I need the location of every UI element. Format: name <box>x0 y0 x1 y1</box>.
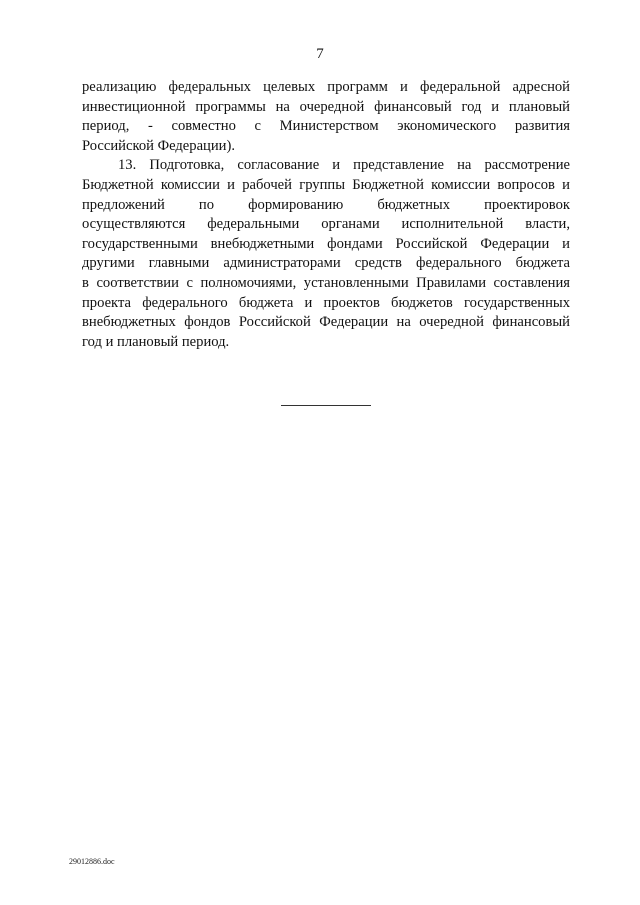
text-line: другими главными администраторами средств федерального бюджета <box>82 255 570 272</box>
text-line: Бюджетной комиссии и рабочей группы Бюджетной комиссии вопросов и <box>82 176 570 193</box>
footer-file-name: 29012886.doc <box>69 857 115 866</box>
end-divider <box>281 405 371 406</box>
paragraph-13-start: 13. Подготовка, согласование и представление на рассмотрение <box>118 157 570 174</box>
page-number: 7 <box>316 46 324 62</box>
text-line: период, - совместно с Министерством экономического развития <box>82 118 570 135</box>
text-line: государственными внебюджетными фондами Российской Федерации и <box>82 235 570 252</box>
text-line: инвестиционной программы на очередной финансовый год и плановый <box>82 98 570 115</box>
text-line: проекта федерального бюджета и проектов бюджетов государственных <box>82 294 570 311</box>
text-line: внебюджетных фондов Российской Федерации на очередной финансовый <box>82 314 570 331</box>
text-line: осуществляются федеральными органами исполнительной власти, <box>82 216 570 233</box>
text-line: Российской Федерации). <box>82 137 235 154</box>
document-body <box>82 78 570 352</box>
text-line: предложений по формированию бюджетных проектировок <box>82 196 570 213</box>
text-line: реализацию федеральных целевых программ и федеральной адресной <box>82 79 570 95</box>
text-line: в соответствии с полномочиями, установленными Правилами составления <box>82 274 570 291</box>
text-line: год и плановый период. <box>82 333 230 350</box>
